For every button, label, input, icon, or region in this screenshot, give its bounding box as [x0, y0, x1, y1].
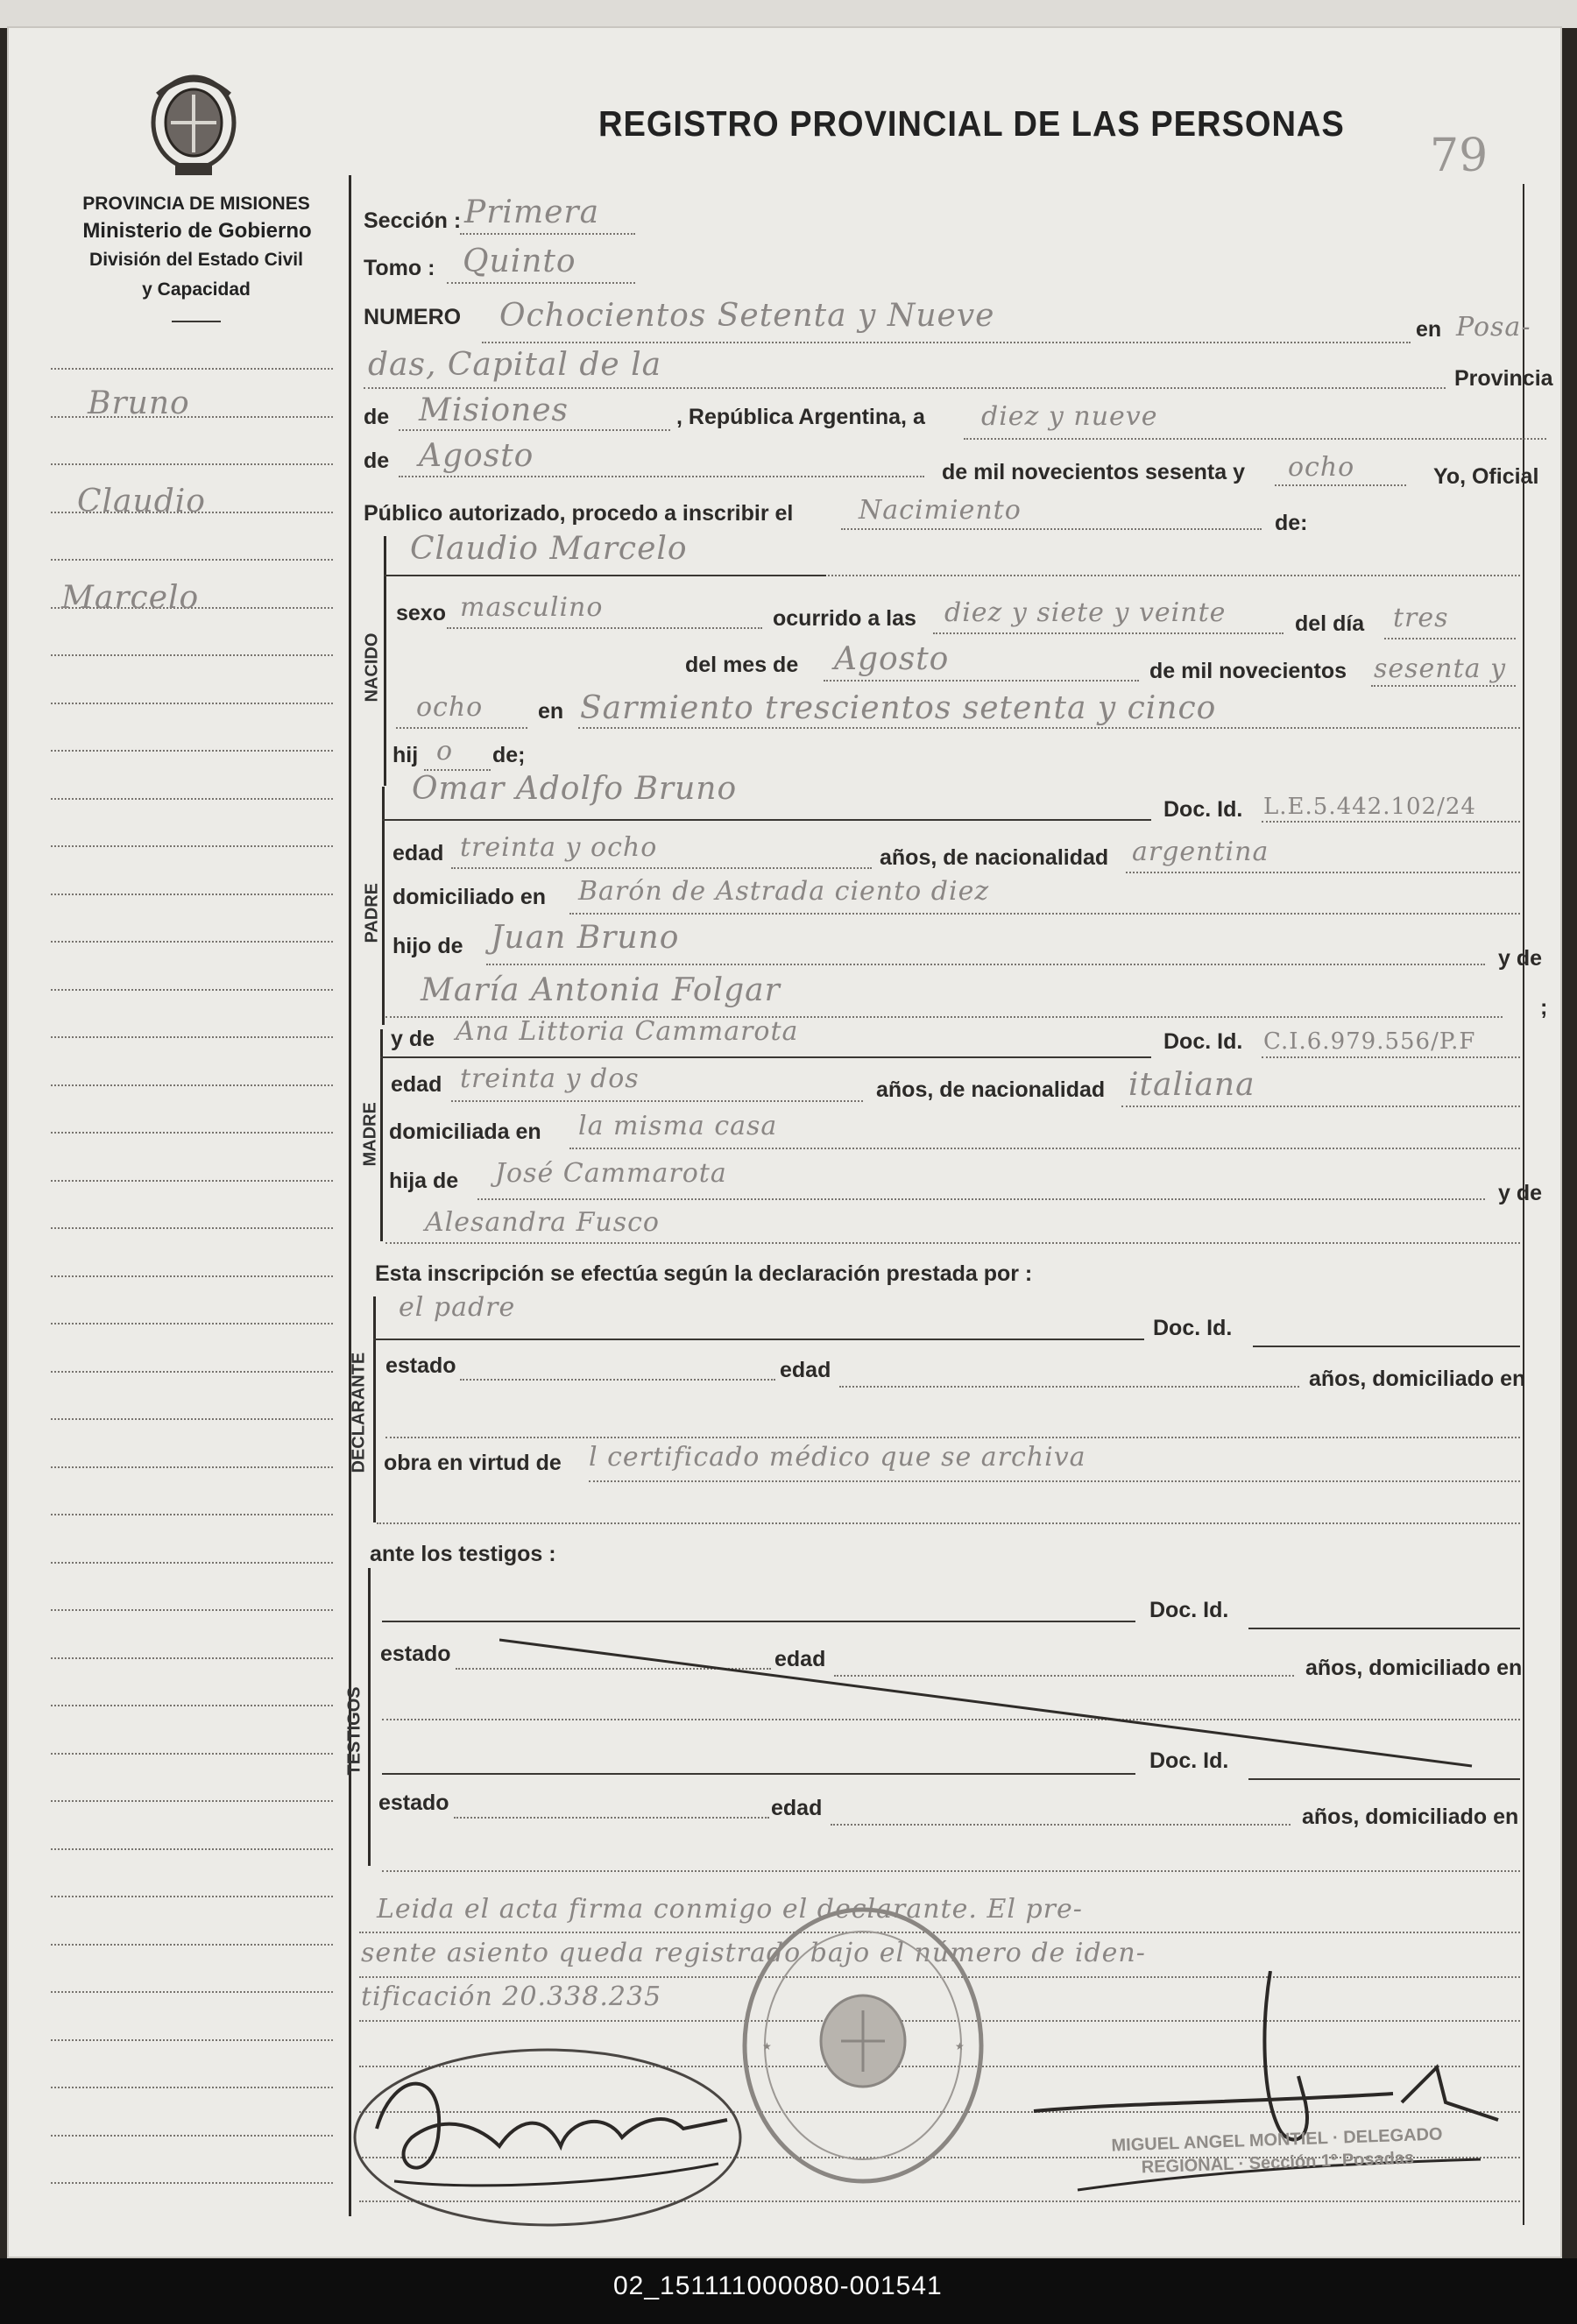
margin-line — [51, 941, 333, 943]
label-padre-hijo-de: hijo de — [392, 934, 463, 958]
label-declarante-estado: estado — [385, 1353, 456, 1378]
institution-division: División del Estado Civil — [89, 250, 303, 270]
line-madre-nombre — [380, 1056, 1151, 1058]
value-madre-doc: C.I.6.979.556/P.F — [1263, 1028, 1476, 1055]
line-numero — [482, 342, 1411, 343]
line-padre-nacionalidad — [1126, 872, 1520, 873]
section-label-declarante: DECLARANTE — [349, 1352, 369, 1473]
line-testigo-2-doc — [1248, 1778, 1520, 1780]
margin-line — [51, 463, 333, 465]
document-title: REGISTRO PROVINCIAL DE LAS PERSONAS — [598, 103, 1345, 144]
value-tomo: Quinto — [463, 244, 576, 279]
label-padre-semicolon: ; — [1540, 995, 1548, 1020]
label-testigo-1-edad: edad — [774, 1647, 826, 1671]
line-nombre — [384, 575, 826, 576]
line-declarante-domicilio — [385, 1437, 1520, 1438]
page-edge-top — [0, 0, 1577, 28]
line-provincia — [399, 429, 670, 431]
value-obra-virtud: l certificado médico que se archiva — [589, 1442, 1086, 1473]
label-testigo-2-domiciliado: años, domiciliado en — [1302, 1805, 1519, 1829]
value-anio-nac-2: ocho — [416, 692, 484, 723]
line-padre-edad — [451, 867, 872, 869]
margin-line — [51, 1991, 333, 1993]
declarante-bracket — [373, 1296, 376, 1522]
margin-line — [51, 654, 333, 656]
value-seccion: Primera — [464, 194, 600, 230]
svg-text:★: ★ — [955, 2040, 965, 2052]
closing-line-3: tificación 20.338.235 — [361, 1981, 662, 2012]
margin-note-first-name: Claudio — [77, 484, 206, 519]
institution-rule — [172, 321, 221, 322]
label-publico: Público autorizado, procedo a inscribir el — [364, 501, 794, 526]
value-dia: tres — [1393, 603, 1449, 633]
value-numero: Ochocientos Setenta y Nueve — [499, 298, 995, 334]
official-signature-left — [342, 2015, 753, 2251]
value-padre-nacionalidad: argentina — [1132, 837, 1269, 867]
label-de-provincia: de — [364, 405, 390, 429]
label-madre-hija-de: hija de — [389, 1169, 459, 1193]
margin-line — [51, 1466, 333, 1468]
value-madre-edad: treinta y dos — [460, 1063, 640, 1094]
line-testigo-2-estado — [454, 1817, 769, 1819]
label-padre-domicilio: domiciliado en — [392, 885, 547, 909]
label-testigo-2-estado: estado — [378, 1791, 449, 1815]
value-nombre: Claudio Marcelo — [410, 531, 688, 567]
label-esta-inscripcion: Esta inscripción se efectúa según la declaración prestada por : — [375, 1261, 1033, 1286]
value-padre-doc: L.E.5.442.102/24 — [1263, 794, 1476, 820]
margin-line — [51, 1705, 333, 1706]
section-label-nacido: NACIDO — [362, 632, 382, 703]
label-padre-nacionalidad: años, de nacionalidad — [880, 845, 1109, 870]
margin-line — [51, 1180, 333, 1182]
label-seccion: Sección : — [364, 208, 462, 233]
line-padre-hijo-de — [486, 964, 1485, 965]
margin-line — [51, 1371, 333, 1373]
margin-line — [51, 1657, 333, 1659]
line-lugar — [578, 727, 1520, 729]
line-testigo-1-doc — [1248, 1628, 1520, 1629]
value-padre-edad: treinta y ocho — [460, 832, 658, 863]
line-tomo — [447, 282, 635, 284]
testigos-bracket — [368, 1568, 371, 1866]
label-ante-testigos: ante los testigos : — [370, 1542, 556, 1566]
delegate-stamp-text: MIGUEL ANGEL MONTIEL · DELEGADO REGIONAL · Sección 1º Posadas — [1111, 2124, 1443, 2178]
label-del-mes: del mes de — [685, 653, 799, 677]
value-madre-hija-de: José Cammarota — [495, 1158, 727, 1189]
margin-line — [51, 2182, 333, 2184]
margin-line — [51, 368, 333, 370]
value-madre-nombre: Ana Littoria Cammarota — [456, 1016, 799, 1047]
margin-line — [51, 1132, 333, 1134]
value-city-2: das, Capital de la — [368, 347, 662, 383]
value-madre-nacionalidad: italiana — [1128, 1067, 1255, 1103]
label-provincia: Provincia — [1454, 366, 1553, 391]
label-yo-oficial: Yo, Oficial — [1433, 464, 1539, 489]
label-madre-edad: edad — [391, 1072, 442, 1097]
line-dia — [1384, 638, 1516, 639]
value-acto: Nacimiento — [859, 495, 1022, 526]
line-madre-doc — [1262, 1056, 1520, 1058]
margin-line — [51, 1896, 333, 1897]
line-testigo-2-domicilio — [382, 1870, 1520, 1872]
margin-line — [51, 1848, 333, 1850]
label-madre-doc: Doc. Id. — [1163, 1029, 1243, 1054]
label-obra-virtud: obra en virtud de — [384, 1451, 562, 1475]
line-anio-nac-1 — [1371, 685, 1516, 687]
line-declarante — [373, 1339, 1144, 1340]
margin-line — [51, 1609, 333, 1611]
line-padre-domicilio — [569, 913, 1520, 915]
label-del-dia: del día — [1295, 611, 1365, 636]
line-padre-nombre — [382, 819, 1151, 821]
value-mes: Agosto — [834, 641, 950, 677]
witness-strike-line — [499, 1635, 1481, 1775]
label-testigo-1-doc: Doc. Id. — [1149, 1598, 1229, 1622]
margin-line — [51, 2087, 333, 2088]
scan-file-label: 02_151111000080-001541 — [613, 2271, 943, 2300]
value-anio-nac-1: sesenta y — [1374, 653, 1507, 684]
line-city — [364, 387, 1446, 389]
margin-line — [51, 703, 333, 704]
label-declarante-doc: Doc. Id. — [1153, 1316, 1233, 1340]
label-en-lugar: en — [538, 699, 564, 724]
line-obra-virtud — [589, 1480, 1520, 1482]
label-testigo-2-doc: Doc. Id. — [1149, 1748, 1229, 1773]
line-nombre-rest — [828, 575, 1520, 576]
value-madre-domicilio: la misma casa — [578, 1111, 778, 1141]
margin-line — [51, 559, 333, 561]
label-de-semicolon: de; — [492, 743, 526, 767]
line-hora — [933, 632, 1284, 634]
line-seccion — [460, 233, 635, 235]
line-madre-domicilio — [569, 1148, 1520, 1149]
label-padre-edad: edad — [392, 841, 444, 865]
value-padre-nombre: Omar Adolfo Bruno — [412, 771, 738, 807]
margin-line — [51, 989, 333, 991]
line-sexo — [447, 627, 762, 629]
line-declarante-end — [377, 1522, 1520, 1524]
nacido-bracket — [384, 536, 386, 786]
margin-line — [51, 1800, 333, 1802]
value-anio: ocho — [1288, 452, 1355, 483]
line-madre-nacionalidad — [1121, 1105, 1520, 1107]
line-testigo-2-edad — [831, 1824, 1291, 1826]
margin-line — [51, 1944, 333, 1946]
line-declarante-edad — [839, 1386, 1299, 1388]
margin-line — [51, 2135, 333, 2137]
label-testigo-1-domiciliado: años, domiciliado en — [1305, 1656, 1523, 1680]
value-provincia: Misiones — [419, 392, 569, 428]
line-acto — [841, 528, 1262, 530]
label-madre-nacionalidad: años, de nacionalidad — [876, 1077, 1106, 1102]
line-madre-hija-de — [477, 1198, 1485, 1200]
label-padre-y-de: y de — [1498, 946, 1543, 971]
value-city-1: Posa- — [1456, 312, 1531, 343]
value-padre-madre: María Antonia Folgar — [421, 972, 781, 1008]
margin-line — [51, 1418, 333, 1420]
svg-text:★: ★ — [762, 2040, 772, 2052]
margin-line — [51, 1753, 333, 1755]
institution-capacity: y Capacidad — [142, 279, 251, 300]
line-declarante-doc — [1253, 1346, 1520, 1347]
line-madre-edad — [451, 1100, 863, 1102]
line-mes — [824, 680, 1139, 682]
label-ocurrido: ocurrido a las — [773, 606, 916, 631]
line-testigo-1 — [382, 1621, 1135, 1622]
institution-province: PROVINCIA DE MISIONES — [82, 194, 310, 214]
label-hij: hij — [392, 743, 419, 767]
margin-line — [51, 894, 333, 895]
line-mes-inscripcion — [399, 476, 924, 477]
line-anio — [1275, 484, 1406, 486]
provincial-crest-icon — [140, 68, 247, 182]
margin-note-surname: Bruno — [88, 385, 190, 421]
closing-line-1: Leida el acta firma conmigo el declarante. El pre- — [377, 1894, 1083, 1925]
margin-line — [51, 1275, 333, 1277]
label-madre-y-de-2: y de — [1498, 1181, 1543, 1205]
line-declarante-estado — [460, 1379, 775, 1381]
value-sexo: masculino — [460, 592, 604, 623]
label-numero: NUMERO — [364, 305, 462, 329]
value-declarante: el padre — [399, 1292, 516, 1323]
margin-line — [51, 1514, 333, 1515]
closing-line-2: sente asiento queda registrado bajo el número de iden- — [361, 1938, 1146, 1968]
margin-line — [51, 750, 333, 752]
label-padre-doc: Doc. Id. — [1163, 797, 1243, 822]
value-hij: o — [436, 736, 454, 766]
label-tomo: Tomo : — [364, 256, 435, 280]
label-de-mes: de — [364, 449, 390, 473]
label-madre-domicilio: domiciliada en — [389, 1120, 541, 1144]
line-madre-madre — [385, 1242, 1520, 1244]
section-label-padre: PADRE — [362, 882, 382, 943]
label-republica: , República Argentina, a — [676, 405, 925, 429]
label-de-mil-sesenta: de mil novecientos sesenta y — [942, 460, 1245, 484]
section-label-testigos: TESTIGOS — [344, 1686, 364, 1776]
value-mes-inscripcion: Agosto — [419, 438, 534, 474]
margin-line — [51, 1036, 333, 1038]
margin-line — [51, 1323, 333, 1324]
margin-line — [51, 798, 333, 800]
label-sexo: sexo — [396, 601, 446, 625]
label-testigo-2-edad: edad — [771, 1796, 823, 1820]
label-declarante-edad: edad — [780, 1358, 831, 1382]
label-declarante-domiciliado: años, domiciliado en — [1309, 1367, 1526, 1391]
margin-line — [51, 2039, 333, 2041]
value-padre-domicilio: Barón de Astrada ciento diez — [578, 876, 990, 907]
label-testigo-1-estado: estado — [380, 1642, 451, 1666]
institution-ministry: Ministerio de Gobierno — [82, 219, 312, 243]
margin-line — [51, 1084, 333, 1086]
label-madre-y-de: y de — [391, 1027, 435, 1051]
line-dia-inscripcion — [964, 438, 1546, 440]
line-padre-doc — [1262, 821, 1520, 823]
page-number: 79 — [1430, 130, 1489, 182]
margin-divider — [349, 175, 351, 2216]
line-anio-nac-2 — [396, 727, 527, 729]
margin-line — [51, 845, 333, 847]
section-label-madre: MADRE — [360, 1102, 380, 1167]
margin-line — [51, 1227, 333, 1229]
value-dia-inscripcion: diez y nueve — [981, 401, 1158, 432]
label-de-colon: de: — [1275, 511, 1308, 535]
margin-note-middle-name: Marcelo — [61, 580, 200, 616]
value-padre-hijo-de: Juan Bruno — [491, 920, 680, 956]
label-de-mil: de mil novecientos — [1149, 659, 1347, 683]
official-seal-icon — [736, 1901, 990, 2190]
label-en: en — [1416, 317, 1442, 342]
value-madre-madre: Alesandra Fusco — [425, 1207, 660, 1238]
value-lugar: Sarmiento trescientos setenta y cinco — [580, 690, 1217, 726]
value-hora: diez y siete y veinte — [944, 597, 1227, 628]
margin-line — [51, 1562, 333, 1564]
